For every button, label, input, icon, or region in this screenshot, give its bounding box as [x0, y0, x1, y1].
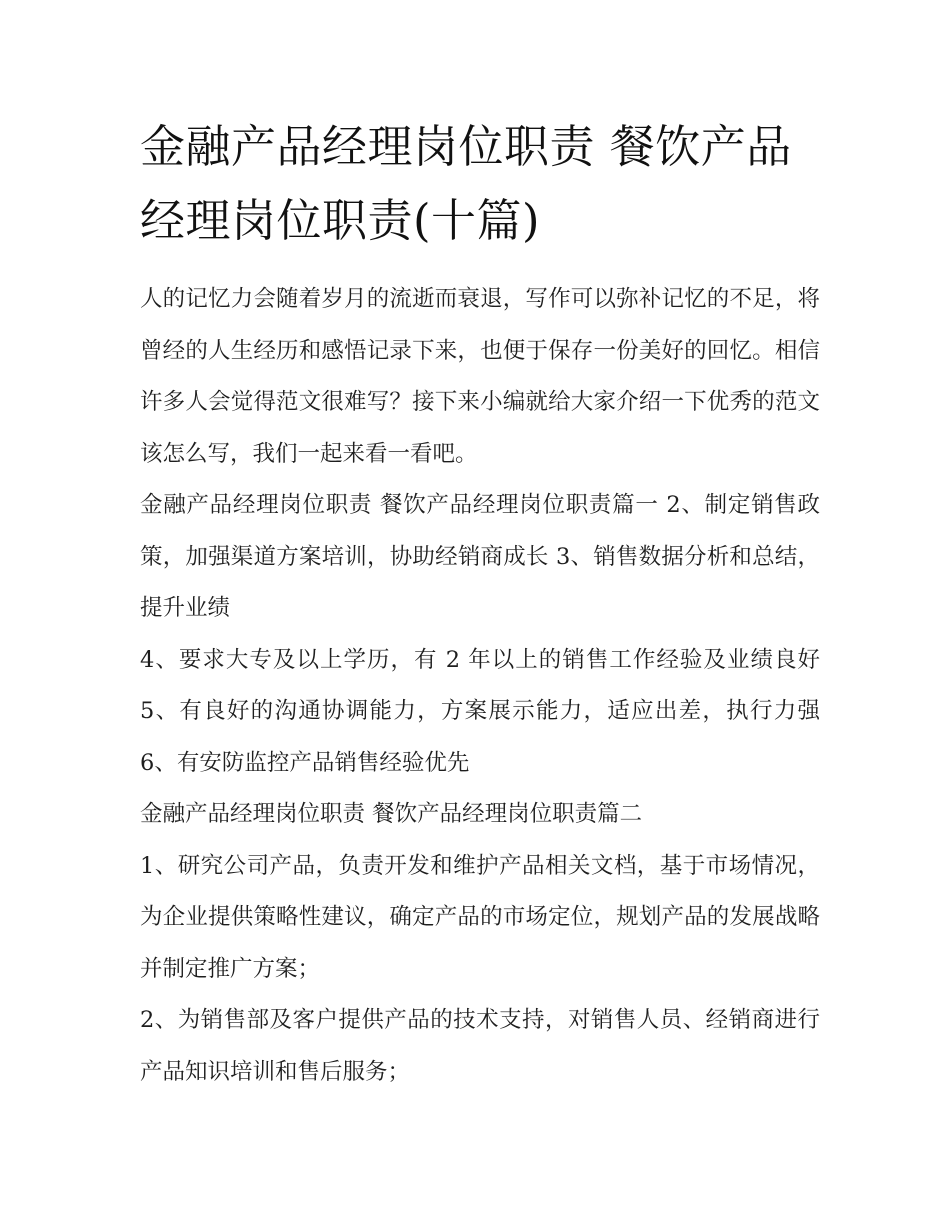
document-title: 金融产品经理岗位职责 餐饮产品经理岗位职责(十篇) — [140, 120, 792, 247]
section-two-heading: 金融产品经理岗位职责 餐饮产品经理岗位职责篇二 — [140, 801, 643, 827]
duty-item-2: 2、为销售部及客户提供产品的技术支持，对销售人员、经销商进行产品知识培训和售后服务； — [140, 1007, 820, 1085]
document-body — [140, 110, 820, 1098]
intro-paragraph: 人的记忆力会随着岁月的流逝而衰退，写作可以弥补记忆的不足，将曾经的人生经历和感悟记录下来，也便于保存一份美好的回忆。相信许多人会觉得范文很难写？接下来小编就给大家介绍一下优秀的范文该怎么写，我们一起来看一看吧。 — [140, 286, 820, 467]
duty-item-1: 1、研究公司产品，负责开发和维护产品相关文档，基于市场情况，为企业提供策略性建议，确定产品的市场定位，规划产品的发展战略并制定推广方案； — [140, 852, 820, 982]
requirements-paragraph: 4、要求大专及以上学历，有 2 年以上的销售工作经验及业绩良好 5、有良好的沟通协调能力，方案展示能力，适应出差，执行力强 6、有安防监控产品销售经验优先 — [140, 646, 820, 776]
section-one-paragraph: 金融产品经理岗位职责 餐饮产品经理岗位职责篇一 2、制定销售政策，加强渠道方案培训，协助经销商成长 3、销售数据分析和总结，提升业绩 — [140, 492, 820, 621]
